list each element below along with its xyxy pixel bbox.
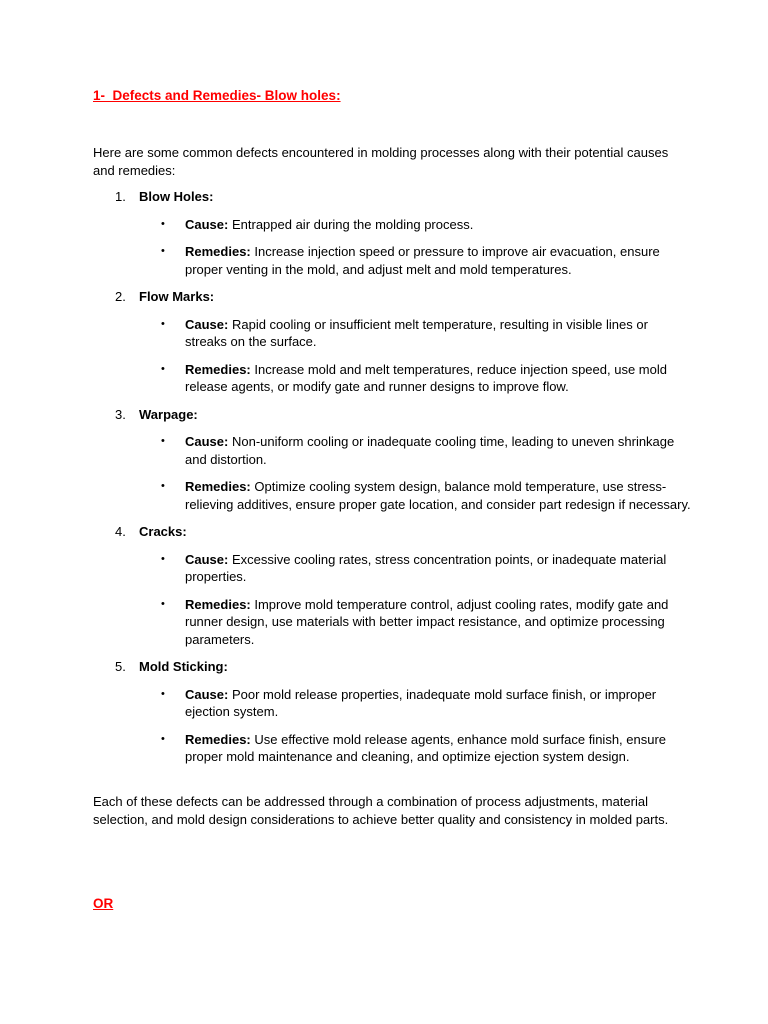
bullet-icon: •	[161, 435, 165, 447]
bullet-icon: •	[161, 732, 165, 745]
point-label: Cause:	[185, 216, 229, 232]
or-label: OR	[93, 896, 114, 911]
defect-item	[93, 188, 693, 278]
point-text: Increase injection speed or pressure to improve air evacuation, ensure proper venting in the mold, and adjust melt and mold temperatures.	[185, 244, 660, 277]
defect-number: 1.	[115, 189, 126, 204]
cause-point	[93, 433, 693, 468]
defect-item	[93, 523, 693, 648]
defect-number: 2.	[115, 289, 126, 304]
defect-title-text: Mold Sticking:	[139, 659, 228, 674]
point-label: Cause:	[185, 434, 229, 449]
remedies-point	[93, 731, 693, 766]
point-text: Optimize cooling system design, balance mold temperature, use stress-relieving additives, ensure proper gate location, and consider part redesign if necessary.	[185, 479, 691, 512]
point-text: Entrapped air during the molding process.	[228, 216, 474, 232]
bullet-icon: •	[161, 217, 165, 230]
point-label: Remedies:	[185, 361, 251, 377]
defect-title-text: Cracks:	[139, 524, 187, 539]
bullet-icon: •	[161, 597, 165, 610]
bullet-icon: •	[161, 362, 165, 375]
point-text: Use effective mold release agents, enhance mold surface finish, ensure proper mold maintenance and cleaning, and optimize ejection system design.	[185, 731, 667, 764]
bullet-icon: •	[161, 552, 165, 565]
defect-title	[93, 523, 693, 541]
point-label: Cause:	[185, 551, 229, 567]
closing-paragraph: Each of these defects can be addressed through a combination of process adjustments, material selection, and mold design considerations to achieve better quality and consistency in molded parts.	[93, 794, 669, 827]
bullet-icon: •	[161, 317, 165, 330]
defect-title	[93, 288, 693, 306]
point-text: Increase mold and melt temperatures, reduce injection speed, use mold release agents, or modify gate and runner designs to improve flow.	[185, 361, 667, 394]
defect-item	[93, 288, 693, 396]
point-label: Remedies:	[185, 731, 251, 747]
bullet-icon: •	[161, 480, 165, 492]
defect-number: 4.	[115, 524, 126, 539]
bullet-icon: •	[161, 687, 165, 700]
defect-number: 3.	[115, 406, 126, 422]
section-heading: 1- Defects and Remedies- Blow holes:	[93, 88, 341, 103]
point-text: Excessive cooling rates, stress concentration points, or inadequate material properties.	[185, 551, 667, 584]
defect-title	[93, 406, 693, 424]
defect-item	[93, 406, 693, 514]
point-text: Non-uniform cooling or inadequate cooling time, leading to uneven shrinkage and distortion.	[185, 434, 675, 467]
cause-point	[93, 686, 693, 721]
defect-points	[93, 686, 693, 766]
point-text: Improve mold temperature control, adjust cooling rates, modify gate and runner design, use materials with better impact resistance, and optimize processing parameters.	[185, 596, 669, 647]
defect-item	[93, 658, 693, 766]
bullet-icon: •	[161, 245, 165, 257]
defect-points	[93, 216, 693, 279]
point-label: Remedies:	[185, 596, 251, 612]
point-label: Cause:	[185, 686, 229, 702]
defect-points	[93, 551, 693, 649]
cause-point	[93, 316, 693, 351]
intro-paragraph: Here are some common defects encountered in molding processes along with their potential causes and remedies:	[93, 145, 669, 178]
defect-title-text: Blow Holes:	[139, 189, 214, 204]
defect-number: 5.	[115, 659, 126, 674]
defect-title-text: Flow Marks:	[139, 289, 215, 304]
defect-points	[93, 316, 693, 396]
defect-title	[93, 658, 693, 676]
defect-title	[93, 188, 693, 206]
point-label: Cause:	[185, 316, 229, 332]
remedies-point	[93, 596, 693, 649]
remedies-point	[93, 361, 693, 396]
cause-point	[93, 216, 693, 234]
point-label: Remedies:	[185, 244, 251, 259]
point-text: Rapid cooling or insufficient melt temperature, resulting in visible lines or streaks on the surface.	[185, 316, 648, 349]
point-text: Poor mold release properties, inadequate mold surface finish, or improper ejection system.	[185, 686, 657, 719]
cause-point	[93, 551, 693, 586]
defects-list	[93, 188, 693, 776]
defect-points	[93, 433, 693, 513]
remedies-point	[93, 478, 693, 513]
point-label: Remedies:	[185, 479, 251, 494]
remedies-point	[93, 243, 693, 278]
defect-title-text: Warpage:	[139, 406, 198, 422]
